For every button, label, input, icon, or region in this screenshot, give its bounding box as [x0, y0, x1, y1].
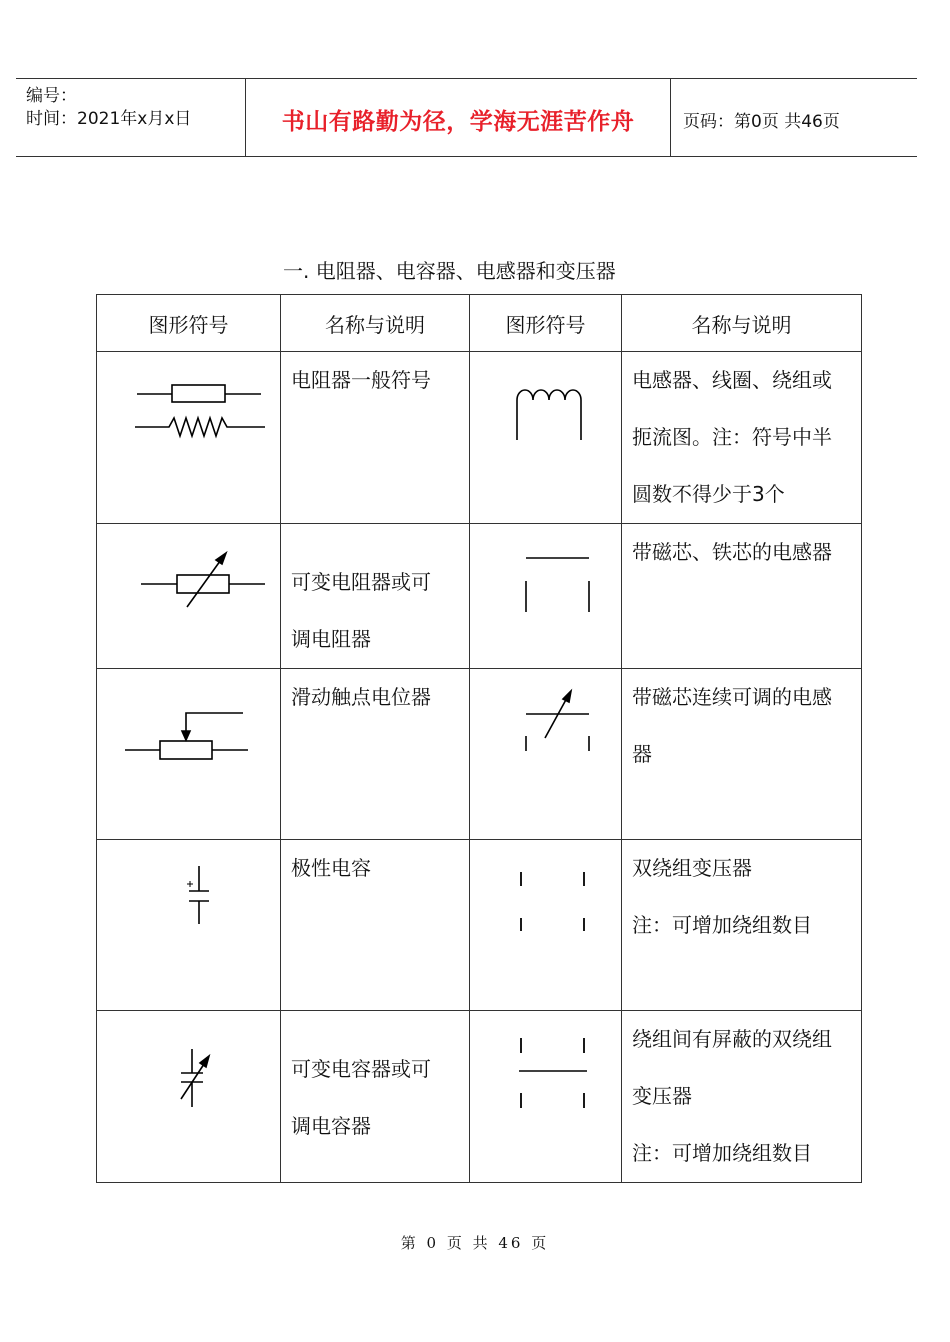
description-cell — [281, 669, 470, 840]
description-line: 极性电容 — [291, 856, 371, 880]
symbol-cell — [97, 840, 281, 1011]
description-cell — [622, 1011, 862, 1183]
symbol-cell — [470, 840, 622, 1011]
symbol-cell — [97, 352, 281, 524]
description-line: 绕组间有屏蔽的双绕组 — [632, 1027, 832, 1051]
description-line: 扼流图。注：符号中半 — [632, 425, 832, 449]
table-row — [97, 1011, 862, 1183]
symbol-cell — [97, 669, 281, 840]
symbol-cell — [470, 352, 622, 524]
section-title: 一. 电阻器、电容器、电感器和变压器 — [283, 259, 616, 283]
iron-core-inductor-icon — [470, 524, 622, 667]
motto-text: 书山有路勤为径，学海无涯苦作舟 — [281, 108, 635, 135]
shielded-transformer-icon — [470, 1011, 622, 1182]
description-line: 双绕组变压器 — [632, 856, 752, 880]
variable-capacitor-icon — [97, 1011, 281, 1182]
description-cell — [281, 840, 470, 1011]
description-line: 注：可增加绕组数目 — [632, 1141, 812, 1165]
header-motto-cell — [246, 79, 671, 156]
table-header-row — [97, 295, 862, 352]
description-line: 注：可增加绕组数目 — [632, 913, 812, 937]
inductor-coil-icon — [470, 352, 622, 523]
symbol-cell — [470, 524, 622, 669]
polarized-capacitor-icon — [97, 840, 281, 1011]
document-number-label: 编号： — [26, 86, 77, 106]
header-symbol-right: 图形符号 — [470, 295, 622, 352]
symbol-cell — [97, 1011, 281, 1183]
description-line: 带磁芯、铁芯的电感器 — [632, 540, 832, 564]
header-page-cell — [671, 79, 917, 156]
two-winding-transformer-icon — [470, 840, 622, 1011]
potentiometer-icon — [97, 669, 281, 840]
description-line: 调电容器 — [291, 1114, 371, 1138]
table-row — [97, 840, 862, 1011]
document-time-label: 时间：2021年x月x日 — [26, 109, 192, 129]
page-footer: 第 0 页 共 46 页 — [400, 1234, 550, 1252]
description-line: 可变电阻器或可 — [291, 570, 431, 594]
symbol-cell — [470, 669, 622, 840]
description-line: 器 — [632, 742, 652, 766]
description-line: 滑动触点电位器 — [291, 685, 431, 709]
header-desc-left: 名称与说明 — [281, 295, 470, 352]
header-meta-cell — [16, 79, 246, 156]
description-line: 变压器 — [632, 1084, 692, 1108]
description-cell — [622, 352, 862, 524]
variable-resistor-icon — [97, 524, 281, 667]
description-cell — [281, 524, 470, 669]
symbol-table — [96, 294, 862, 1183]
page-code-label: 页码：第0页 共46页 — [683, 112, 840, 132]
description-line: 调电阻器 — [291, 627, 371, 651]
symbol-cell — [97, 524, 281, 669]
table-row — [97, 669, 862, 840]
description-line: 电感器、线圈、绕组或 — [632, 368, 832, 392]
description-cell — [622, 524, 862, 669]
header-symbol-left: 图形符号 — [97, 295, 281, 352]
description-cell — [281, 1011, 470, 1183]
table-row — [97, 524, 862, 669]
description-cell — [622, 840, 862, 1011]
description-cell — [622, 669, 862, 840]
description-line: 电阻器一般符号 — [291, 368, 431, 392]
description-cell — [281, 352, 470, 524]
document-header — [16, 78, 917, 157]
description-line: 圆数不得少于3个 — [632, 482, 785, 506]
header-desc-right: 名称与说明 — [622, 295, 862, 352]
description-line: 可变电容器或可 — [291, 1057, 431, 1081]
description-line: 带磁芯连续可调的电感 — [632, 685, 832, 709]
resistor-icon — [97, 352, 281, 523]
table-row — [97, 352, 862, 524]
adjustable-core-inductor-icon — [470, 669, 622, 840]
symbol-cell — [470, 1011, 622, 1183]
